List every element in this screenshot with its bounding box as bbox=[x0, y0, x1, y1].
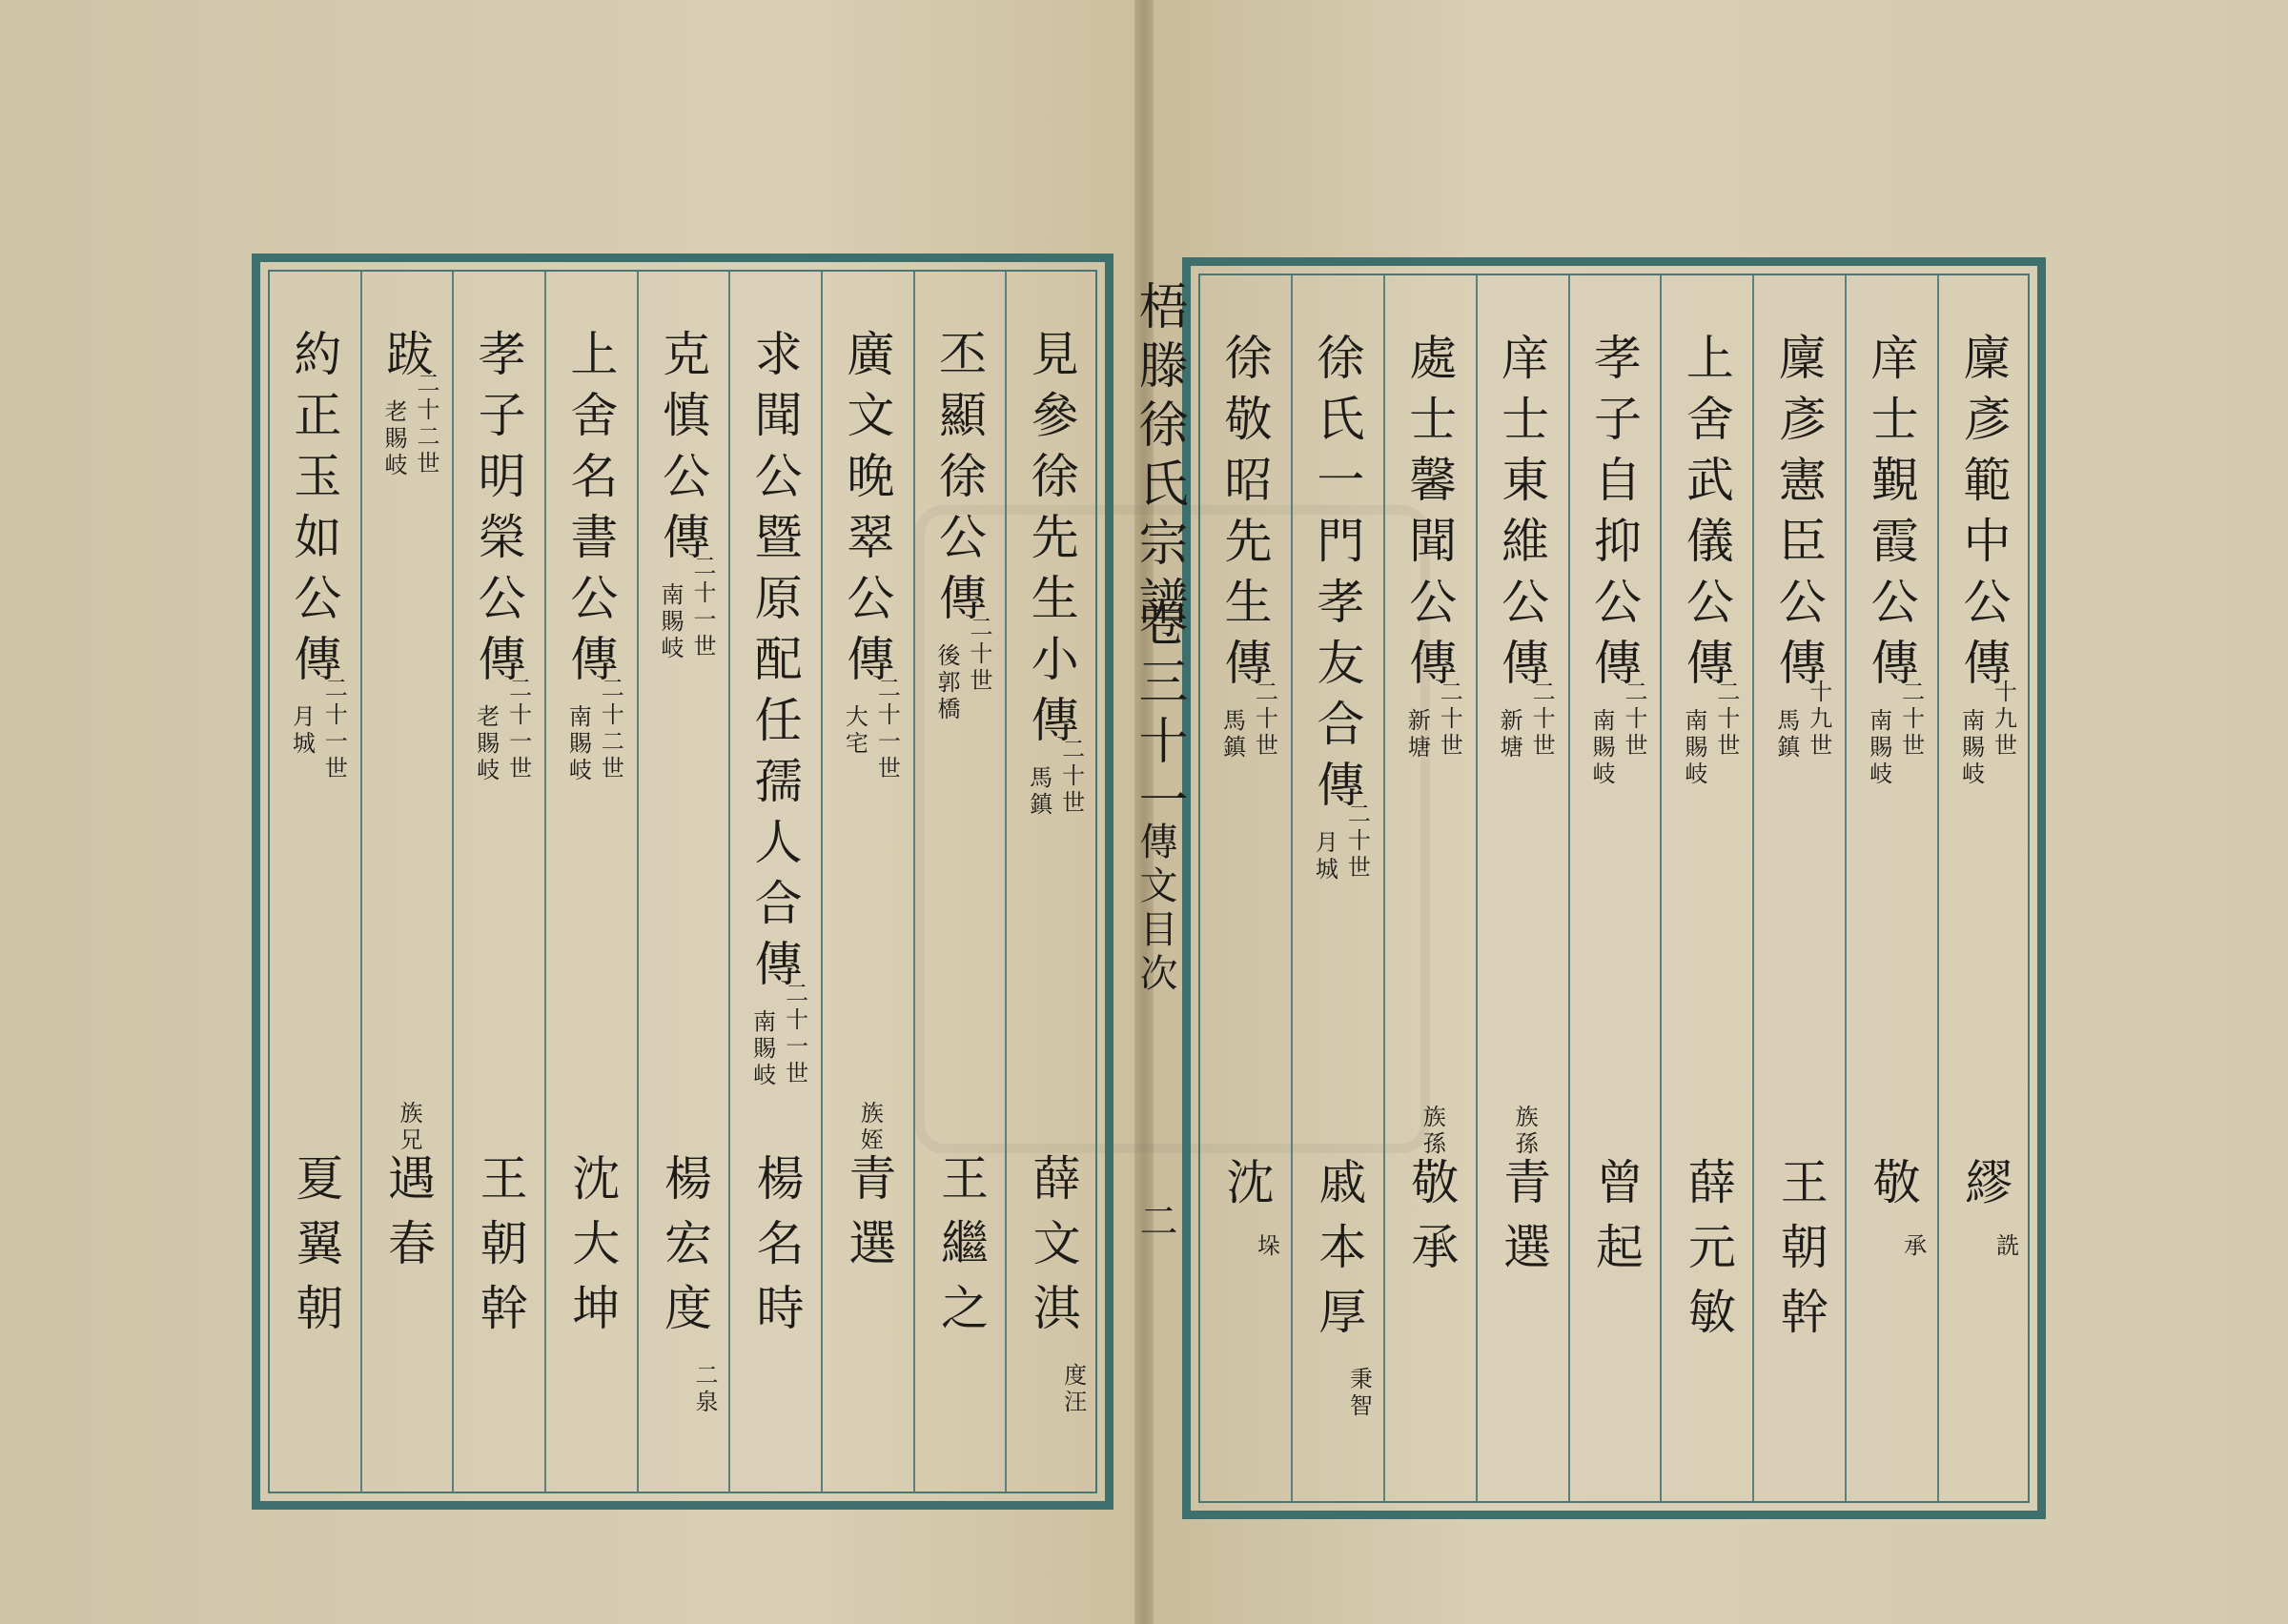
entry-title: 丕顯徐公傳 bbox=[930, 329, 987, 634]
entry-generation: 二十世 bbox=[1343, 802, 1371, 882]
toc-entry bbox=[452, 262, 544, 1501]
entry-place: 老賜岐 bbox=[379, 399, 407, 479]
entry-place: 馬鎮 bbox=[1025, 765, 1052, 819]
column-rule bbox=[637, 272, 639, 1492]
entry-place: 月城 bbox=[1311, 830, 1338, 883]
entry-place: 南賜岐 bbox=[1957, 708, 1985, 788]
column-rule bbox=[544, 272, 546, 1492]
left-table-frame bbox=[252, 254, 1113, 1510]
toc-entry bbox=[1845, 266, 1937, 1511]
column-rule bbox=[452, 272, 454, 1492]
center-margin bbox=[1115, 267, 1187, 1525]
entry-author: 楊宏度 bbox=[656, 1153, 712, 1348]
column-rule bbox=[1476, 275, 1478, 1501]
entry-place: 月城 bbox=[288, 704, 316, 758]
author-suffix: 承 bbox=[1899, 1233, 1927, 1260]
author-suffix: 秉智 bbox=[1345, 1367, 1373, 1420]
entry-generation: 二十一世 bbox=[873, 676, 901, 782]
entry-author: 青選 bbox=[1496, 1157, 1552, 1287]
entry-title: 廩彥範中公傳 bbox=[1955, 333, 2012, 699]
toc-entry bbox=[1752, 266, 1845, 1511]
entry-generation: 二十一世 bbox=[688, 554, 716, 660]
column-rule bbox=[1845, 275, 1847, 1501]
entry-place: 馬鎮 bbox=[1772, 708, 1800, 761]
entry-generation: 二十世 bbox=[1251, 680, 1278, 760]
entry-title: 見參徐先生小傳 bbox=[1023, 329, 1079, 756]
entry-generation: 十九世 bbox=[1805, 680, 1832, 760]
entry-place: 新塘 bbox=[1403, 708, 1431, 761]
entry-author: 王朝幹 bbox=[1772, 1157, 1828, 1351]
toc-entry bbox=[913, 262, 1006, 1501]
entry-title: 廩彥憲臣公傳 bbox=[1770, 333, 1827, 699]
entry-title: 處士馨聞公傳 bbox=[1401, 333, 1458, 699]
column-rule bbox=[913, 272, 915, 1492]
entry-place: 新塘 bbox=[1496, 708, 1523, 761]
column-rule bbox=[1005, 272, 1007, 1492]
entry-title: 跋 bbox=[378, 329, 434, 390]
toc-entry bbox=[728, 262, 821, 1501]
toc-entry bbox=[360, 262, 453, 1501]
author-note: 族姪 bbox=[856, 1101, 884, 1154]
entry-generation: 二十世 bbox=[1528, 680, 1556, 760]
column-rule bbox=[1660, 275, 1662, 1501]
entry-author: 薛文淇 bbox=[1025, 1153, 1081, 1348]
entry-place: 南賜岐 bbox=[564, 704, 592, 784]
entry-place: 南賜岐 bbox=[748, 1009, 776, 1089]
entry-author: 遇春 bbox=[379, 1153, 436, 1283]
entry-title: 上舍武儀公傳 bbox=[1678, 333, 1734, 699]
author-suffix: 垛 bbox=[1253, 1233, 1280, 1260]
toc-entry bbox=[1660, 266, 1752, 1511]
entry-place: 馬鎮 bbox=[1218, 708, 1246, 761]
author-suffix: 度汪 bbox=[1059, 1363, 1087, 1416]
section-label: 傳文目次 bbox=[1134, 822, 1177, 997]
column-rule bbox=[1752, 275, 1754, 1501]
column-rule bbox=[360, 272, 362, 1492]
entry-generation: 二十一世 bbox=[781, 981, 808, 1087]
author-suffix: 詵 bbox=[1992, 1233, 2019, 1260]
entry-title: 徐敬昭先生傳 bbox=[1216, 333, 1273, 699]
entry-place: 後郭橋 bbox=[932, 643, 960, 723]
toc-entry bbox=[1568, 266, 1661, 1511]
toc-entry bbox=[1198, 266, 1291, 1511]
entry-title: 庠士覲霞公傳 bbox=[1863, 333, 1919, 699]
entry-author: 青選 bbox=[841, 1153, 897, 1283]
column-rule bbox=[1291, 275, 1293, 1501]
toc-entry bbox=[821, 262, 913, 1501]
entry-author: 楊名時 bbox=[748, 1153, 805, 1348]
entry-place: 大宅 bbox=[841, 704, 868, 758]
entry-author: 王朝幹 bbox=[472, 1153, 528, 1348]
entry-title: 求聞公暨原配任孺人合傳 bbox=[746, 329, 803, 1000]
entry-generation: 二十世 bbox=[965, 615, 992, 695]
book-title: 梧滕徐氏宗譜 bbox=[1130, 280, 1187, 635]
entry-place: 老賜岐 bbox=[472, 704, 500, 784]
toc-entry bbox=[544, 262, 637, 1501]
entry-title: 廣文晚翠公傳 bbox=[839, 329, 895, 695]
entry-author: 沈大坤 bbox=[564, 1153, 621, 1348]
entry-title: 徐氏一門孝友合傳 bbox=[1309, 333, 1365, 821]
entry-generation: 二十二世 bbox=[597, 676, 624, 782]
column-rule bbox=[1383, 275, 1385, 1501]
entry-place: 南賜岐 bbox=[1587, 708, 1615, 788]
entry-generation: 二十世 bbox=[1712, 680, 1740, 760]
toc-entry bbox=[1383, 266, 1476, 1511]
entry-generation: 二十世 bbox=[1897, 680, 1925, 760]
entry-generation: 二十世 bbox=[1436, 680, 1463, 760]
toc-entry bbox=[1291, 266, 1383, 1511]
column-rule bbox=[1937, 275, 1939, 1501]
entry-author: 繆 bbox=[1957, 1157, 2013, 1222]
entry-author: 敬承 bbox=[1403, 1157, 1460, 1287]
entry-author: 王繼之 bbox=[932, 1153, 989, 1348]
column-rule bbox=[728, 272, 730, 1492]
column-rule bbox=[821, 272, 823, 1492]
entry-author: 敬 bbox=[1865, 1157, 1921, 1222]
entry-generation: 二十一世 bbox=[320, 676, 348, 782]
right-table-frame bbox=[1182, 257, 2046, 1519]
entry-title: 克慎公傳 bbox=[654, 329, 710, 573]
entry-generation: 十九世 bbox=[1990, 680, 2017, 760]
page-number: 二 bbox=[1134, 1201, 1177, 1245]
entry-title: 孝子明榮公傳 bbox=[470, 329, 526, 695]
entry-author: 沈 bbox=[1218, 1157, 1275, 1222]
entry-title: 約正玉如公傳 bbox=[286, 329, 342, 695]
entry-author: 曾起 bbox=[1587, 1157, 1644, 1287]
volume-label: 卷三十一 bbox=[1130, 597, 1187, 833]
author-suffix: 二泉 bbox=[690, 1363, 718, 1416]
author-note: 族孫 bbox=[1511, 1105, 1539, 1158]
entry-place: 南賜岐 bbox=[1865, 708, 1892, 788]
entry-author: 戚本厚 bbox=[1311, 1157, 1367, 1351]
toc-entry bbox=[1005, 262, 1097, 1501]
entry-generation: 二十世 bbox=[1057, 737, 1085, 817]
toc-entry bbox=[268, 262, 360, 1501]
toc-entry bbox=[1937, 266, 2030, 1511]
entry-author: 夏翼朝 bbox=[288, 1153, 344, 1348]
toc-entry bbox=[637, 262, 729, 1501]
entry-title: 庠士東維公傳 bbox=[1494, 333, 1550, 699]
entry-place: 南賜岐 bbox=[1680, 708, 1707, 788]
toc-entry bbox=[1476, 266, 1568, 1511]
entry-title: 上舍名書公傳 bbox=[562, 329, 619, 695]
entry-title: 孝子自抑公傳 bbox=[1585, 333, 1642, 699]
entry-place: 南賜岐 bbox=[656, 582, 684, 662]
entry-generation: 二十一世 bbox=[504, 676, 532, 782]
entry-author: 薛元敏 bbox=[1680, 1157, 1736, 1351]
author-note: 族兄 bbox=[395, 1101, 422, 1154]
entry-generation: 二十世 bbox=[1620, 680, 1647, 760]
author-note: 族孫 bbox=[1419, 1105, 1446, 1158]
entry-generation: 二十二世 bbox=[412, 371, 439, 477]
column-rule bbox=[1568, 275, 1570, 1501]
